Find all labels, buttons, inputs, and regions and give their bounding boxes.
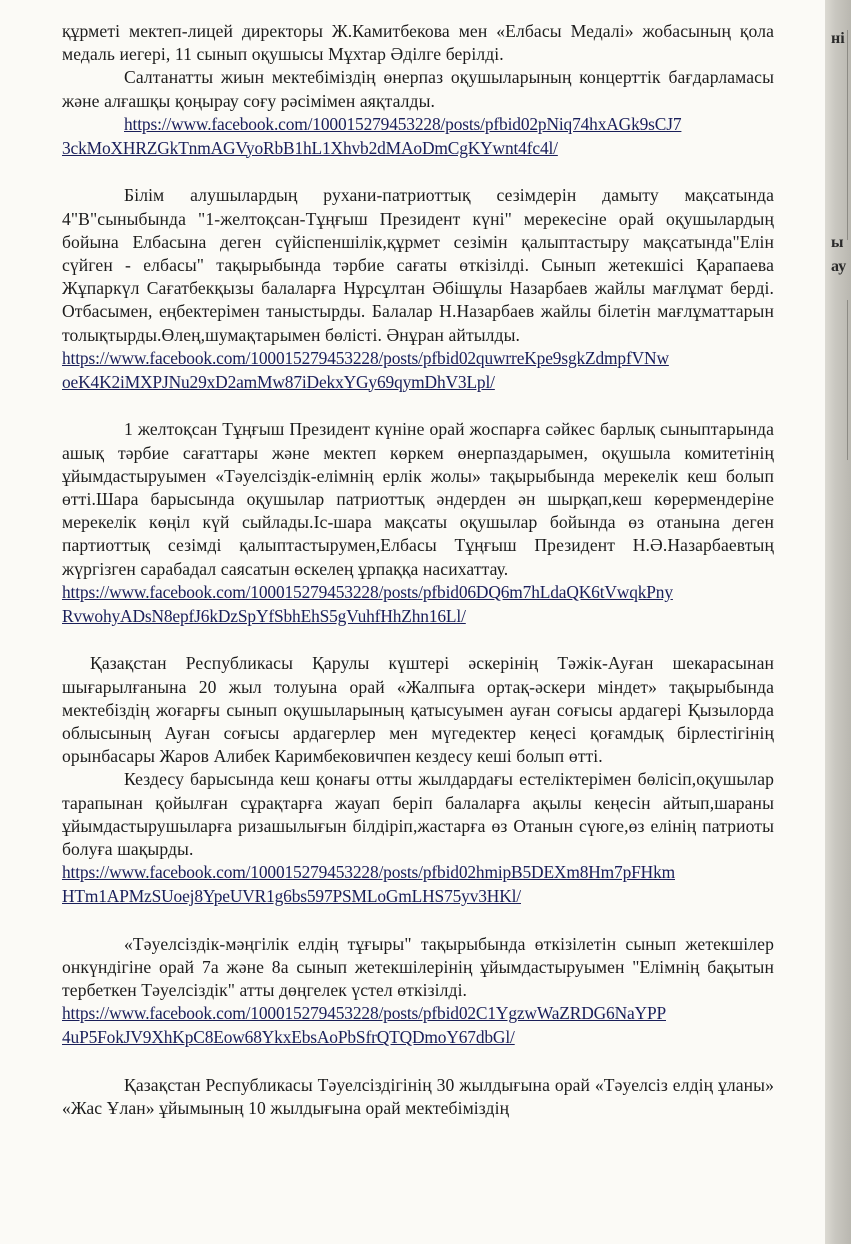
link-line[interactable]: 3ckMoXHRZGkTnmAGVyoRbB1hL1Xhvb2dMAoDmCgKYwnt4fc4l/ bbox=[62, 137, 558, 158]
link-line[interactable]: https://www.facebook.com/100015279453228/posts/pfbid02hmipB5DEXm8Hm7pFHkm bbox=[62, 862, 675, 883]
paragraph: Қазақстан Республикасы Тәуелсіздігінің 30 жылдығына орай «Тәуелсіз елдің ұланы» «Жас Ұлан» ұйымының 10 жылдығына орай мектебіміздің bbox=[62, 1075, 774, 1119]
link-line[interactable]: https://www.facebook.com/100015279453228/posts/pfbid02C1YgzwWaZRDG6NaYPP bbox=[62, 1003, 666, 1024]
edge-rule bbox=[847, 300, 848, 460]
link-line[interactable]: 4uP5FokJV9XhKpC8Eow68YkxEbsAoPbSfrQTQDmoY67dbGl/ bbox=[62, 1027, 515, 1048]
edge-text-fragment: ы bbox=[831, 234, 844, 251]
link-line[interactable]: RvwohyADsN8epfJ6kDzSpYfSbhEhS5gVuhfHhZhn16Ll/ bbox=[62, 605, 466, 626]
facebook-link[interactable] bbox=[62, 347, 774, 395]
edge-text-fragment: ні bbox=[831, 30, 845, 47]
paragraph: Салтанатты жиын мектебіміздің өнерпаз оқушыларының концерттік бағдарламасы және алғашқы қоңырау соғу рәсімімен аяқталды. bbox=[62, 67, 774, 111]
paragraph: құрметі мектеп-лицей директоры Ж.Камитбекова мен «Елбасы Медалі» жобасының қола медаль иегері, 11 сынып оқушысы Мұхтар Әділге берілді. bbox=[62, 21, 774, 65]
link-line[interactable]: https://www.facebook.com/100015279453228/posts/pfbid02pNiq74hxAGk9sCJ7 bbox=[124, 113, 682, 134]
link-line[interactable]: HTm1APMzSUoej8YpeUVR1g6bs597PSMLoGmLHS75yv3HKl/ bbox=[62, 886, 521, 907]
spacer bbox=[62, 1050, 774, 1074]
spacer bbox=[62, 909, 774, 933]
facebook-link[interactable] bbox=[62, 861, 774, 909]
news-block bbox=[62, 933, 774, 1050]
news-block bbox=[62, 652, 774, 908]
facebook-link[interactable] bbox=[62, 1002, 774, 1050]
spacer bbox=[62, 160, 774, 184]
edge-rule bbox=[847, 30, 848, 240]
news-block bbox=[62, 1074, 774, 1120]
paragraph: Кездесу барысында кеш қонағы отты жылдардағы естеліктерімен бөлісіп,оқушылар тарапынан қойылған сұрақтарға жауап беріп балаларға ақылы кеңесін айтып,шараны ұйымдастырушыларға ризашылығын білдіріп,жастарға өз Отанын сүюге,өз елінің патриоты болуға шақырды. bbox=[62, 769, 774, 860]
link-line[interactable]: oeK4K2iMXPJNu29xD2amMw87iDekxYGy69qymDhV3Lpl/ bbox=[62, 371, 495, 392]
paragraph: Білім алушылардың рухани-патриоттық сезімдерін дамыту мақсатында 4"В"сыныбында "1-желтоқсан-Тұңғыш Президент күні" мерекесіне орай оқушылардың бойына Елбасына деген сүйіспеншілік,құрмет сезімін қалыптастыру мақсатында"Елін сүйген - елбасы" тақырыбында тәрбие сағаты өткізілді. Сынып жетекшісі Қарапаева Жұпаркүл Сағатбекқызы балаларға Нұрсұлтан Әбішұлы Назарбаев жайлы мағлұмат берді. Отбасымен, еңбектерімен таныстырды. Балалар Н.Назарбаев жайлы білетін мағлұматтарын толықтырды.Өлең,шумақтарымен бөлісті. Әнұран айтылды. bbox=[62, 185, 774, 345]
paragraph: Қазақстан Республикасы Қарулы күштері әскерінің Тәжік-Ауған шекарасынан шығарылғанына 20 жыл толуына орай «Жалпыға ортақ-әскери міндет» тақырыбында мектебіздің жоғарғы сынып оқушыларының қатысуымен ауған соғысы ардагері Қызылорда облысының Ауған соғысы ардагерлер мен мүгедектер кеңесі қоғамдық бірлестігінің орынбасары Жаров Алибек Каримбековичпен кездесу кеші болып өтті. bbox=[62, 653, 774, 767]
paragraph: 1 желтоқсан Тұңғыш Президент күніне орай жоспарға сәйкес барлық сыныптарында ашық тәрбие сағаттары және мектеп көркем өнерпаздарымен, оқушыла комитетінің ұйымдастыруымен «Тәуелсіздік-елімнің ерлік жолы» тақырыбында мерекелік кеш болып өтті.Шара барысында оқушылар патриоттық әндерден ән шырқап,кеш көрермендеріне мерекелік көңіл күй сыйлады.Іс-шара мақсаты оқушылар бойында өз отанына деген партиоттық сезімді қалыптастырумен,Елбасы Тұңғыш Президент Н.Ә.Назарбаевтың жүргізген сарабадал саясатын өскелең ұрпаққа насихаттау. bbox=[62, 419, 774, 579]
edge-text-fragment: ау bbox=[831, 258, 847, 275]
paragraph: «Тәуелсіздік-мәңгілік елдің тұғыры" тақырыбында өткізілетін сынып жетекшілер онкүндігіне орай 7а және 8а сынып жетекшілерінің ұйымдастыруымен "Елімнің бақытын тербеткен Тәуелсіздік" атты дөңгелек үстел өткізілді. bbox=[62, 933, 774, 1001]
document-body bbox=[62, 20, 774, 1120]
news-block bbox=[62, 418, 774, 628]
facebook-link[interactable] bbox=[62, 581, 774, 629]
link-line[interactable]: https://www.facebook.com/100015279453228/posts/pfbid02quwrreKpe9sgkZdmpfVNw bbox=[62, 347, 669, 368]
news-block bbox=[62, 184, 774, 394]
news-block bbox=[62, 20, 774, 160]
spacer bbox=[62, 628, 774, 652]
adjacent-page-edge bbox=[825, 0, 851, 1244]
facebook-link[interactable] bbox=[62, 113, 774, 161]
link-line[interactable]: https://www.facebook.com/100015279453228/posts/pfbid06DQ6m7hLdaQK6tVwqkPny bbox=[62, 581, 673, 602]
spacer bbox=[62, 394, 774, 418]
